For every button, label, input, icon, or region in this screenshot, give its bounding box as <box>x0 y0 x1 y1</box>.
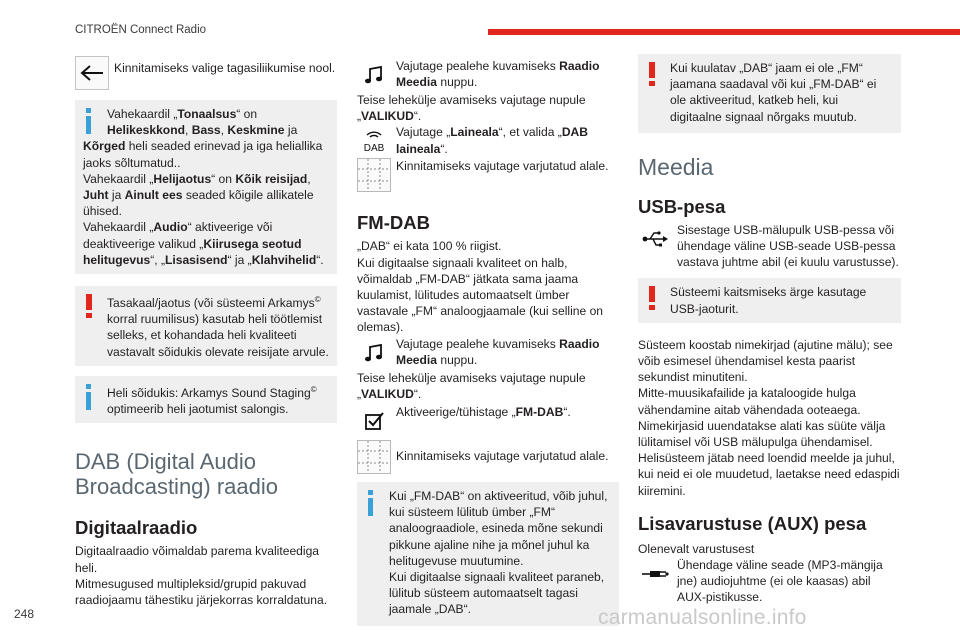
column-1 <box>75 56 337 608</box>
info-icon <box>84 108 94 138</box>
band-step: DAB Vajutage „Laineala“, et valida „DAB laineala“. <box>357 124 619 158</box>
warning-icon <box>647 286 657 314</box>
column-2 <box>357 58 619 626</box>
aux-jack-icon <box>638 557 672 591</box>
dab-radio-icon <box>357 124 391 158</box>
aux-step: Ühendage väline seade (MP3-mängija jne) audiojuhtme (ei ole kaasas) abil AUX-pistikusse. <box>638 557 901 606</box>
info-note-tonality: Vahekaardil „Tonaalsus“ on Helikeskkond, Bass, Keskmine ja Kõrged heli seaded erinevad ja iga heliallika jaoks sõltumatud.. Vahekaardil „Helijaotus“ on Kõik reisijad, Juht ja Ainult ees seaded kõigile allikatele ühised. Vahekaardil „Audio“ aktiveerige või deaktiveerige valikud „Kiirusega seotud helitugevus“, „Lisasisend“ ja „Klahvihelid“. <box>75 100 337 274</box>
shaded-area-icon <box>357 440 391 474</box>
column-3 <box>638 54 901 606</box>
checkbox-icon <box>357 404 391 438</box>
shaded-area-icon <box>357 158 391 192</box>
music-note-icon <box>357 58 391 92</box>
back-step <box>75 56 337 90</box>
header-accent-bar <box>488 29 960 35</box>
digital-radio-text: Digitaalraadio võimaldab parema kvaliteediga heli. Mitmesugused multipleksid/grupid pakuvad raadiojaamu tähestiku järjekorras korraldatuna. <box>75 544 328 607</box>
usb-heading: USB-pesa <box>638 195 726 217</box>
aux-heading: Lisavarustuse (AUX) pesa <box>638 512 867 534</box>
info-icon <box>84 384 94 414</box>
dab-heading: DAB (Digital Audio Broadcasting) raadio <box>75 449 279 500</box>
fm-dab-heading: FM-DAB <box>357 212 430 234</box>
warning-icon <box>84 294 94 322</box>
header-title: CITROËN Connect Radio <box>75 24 207 36</box>
page-number: 248 <box>14 607 35 621</box>
fm-dab-toggle-step: Aktiveerige/tühistage „FM-DAB“. <box>357 404 619 438</box>
svg-text:DAB: DAB <box>363 143 385 155</box>
back-arrow-icon <box>75 56 109 90</box>
fm-dab-text: „DAB“ ei kata 100 % riigist. Kui digitaalse signaali kvaliteet on halb, võimaldab „FM-DAB“ jätkata sama jaama kuulamist, lülitudes automaatselt ümber vastavale „FM“ analoogjaamale (kui selline on olemas). <box>357 239 604 335</box>
warning-note-usb-hub: Süsteemi kaitsmiseks ärge kasutage USB-jaoturit. <box>638 278 901 322</box>
info-note-arkamys: Heli sõidukis: Arkamys Sound Staging© optimeerib heli jaotumist salongis. <box>75 376 337 423</box>
music-note-icon <box>357 336 391 370</box>
options-step: Teise lehekülje avamiseks vajutage nupule „VALIKUD“. <box>357 93 586 124</box>
watermark: carmanualsonline.info <box>598 606 807 629</box>
usb-step: Sisestage USB-mälupulk USB-pessa või ühendage väline USB-seade USB-pessa vastava juhtme abil (ei kuulu varustusse). <box>638 222 901 271</box>
digital-radio-heading: Digitaalraadio <box>75 517 198 539</box>
usb-system-text: Süsteem koostab nimekirjad (ajutine mälu); see võib esimesel ühendamisel kesta paarist sekundist minutiteni. Mitte-muusikafailide ja kataloogide hulga vähendamine aitab vähendada ooteaega. Nimekirjasid uuendatakse alati kas süüte välja lülitamisel või USB mälupulga ühendamisel. Helisüsteem jätab need loendid meelde ja juhul, kui neid ei ole muudetud, laetakse need edaspidi kiiremini. <box>638 337 900 498</box>
info-icon <box>366 490 376 520</box>
back-step-text: Kinnitamiseks valige tagasiliikumise nool. <box>114 61 336 75</box>
info-note-fm-dab: Kui „FM-DAB“ on aktiveeritud, võib juhul, kui süsteem lülitub ümber „FM“ analoograadiole, esineda mõne sekundi pikkune ajaline nihe ja mõnel juhul ka helitugevuse muutumine. Kui digitaalse signaali kvaliteet paraneb, lülitub süsteem automaatselt tagasi jaamale „DAB“. <box>357 482 619 626</box>
radio-media-step-2: Vajutage pealehe kuvamiseks Raadio Meedia nuppu. <box>357 336 619 370</box>
warning-icon <box>647 62 657 90</box>
warning-note-dab: Kui kuulatav „DAB“ jaam ei ole „FM“ jaamana saadaval või kui „FM-DAB“ ei ole aktiveeritud, katkeb heli, kui digitaalne signaal nõrgaks muutub. <box>638 54 901 133</box>
confirm-step-2: Kinnitamiseks vajutage varjutatud alale. <box>357 440 619 474</box>
aux-intro: Olenevalt varustusest <box>638 541 755 556</box>
media-heading: Meedia <box>638 153 714 180</box>
warning-note-balance: Tasakaal/jaotus (või süsteemi Arkamys© korral ruumilisus) kasutab heli töötlemist selleks, et kohandada heli kvaliteeti vastavalt sõidukis olevate reisijate arvule. <box>75 286 337 366</box>
radio-media-step: Vajutage pealehe kuvamiseks Raadio Meedia nuppu. <box>357 58 619 92</box>
confirm-step-1: Kinnitamiseks vajutage varjutatud alale. <box>357 158 619 192</box>
options-step-2: Teise lehekülje avamiseks vajutage nupule „VALIKUD“. <box>357 370 586 401</box>
usb-icon <box>638 222 672 256</box>
